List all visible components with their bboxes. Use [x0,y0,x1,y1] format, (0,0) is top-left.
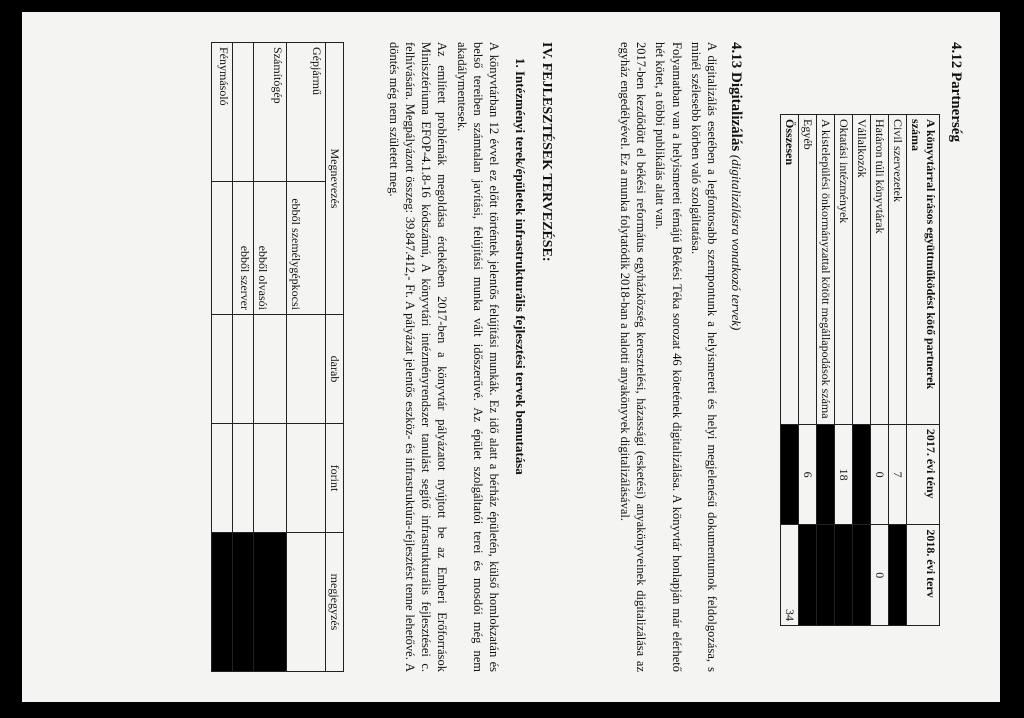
redacted-cell [835,525,853,626]
row-sub [212,182,233,315]
paragraph: Folyamatban van a helyismereti témájú Békési Téka sorozat 46 kötetének digitalizálása. A könyvtár honlapján már elérhető hét kötet, a többi publikálás alatt van. [653,42,684,672]
row-sub: ebből olvasói [254,182,287,315]
table-row [781,115,799,626]
row-label: Egyéb [799,115,817,425]
redacted-cell [233,533,254,672]
row-label: Számítógép [254,43,287,182]
row-label: Határon túli könyvtárak [871,115,889,425]
table-row [233,43,254,672]
redacted-cell [817,424,835,525]
row-label: Vállalkozók [853,115,871,425]
cell-qty [287,315,326,424]
col-note-header: megjegyzés [326,533,344,672]
redacted-cell [817,525,835,626]
redacted-cell [853,424,871,525]
redacted-cell [781,424,799,525]
col-2018-header: 2018. évi terv [907,525,940,626]
row-label: Oktatási intézmények [835,115,853,425]
cell-price [254,424,287,533]
row-sub: ebből személygépkocsi [287,182,326,315]
row-label: Civil szervezetek [889,115,907,425]
section-4-12-title: 4.12 Partnerség [948,42,964,142]
cell-price [233,424,254,533]
row-label: Gépjármű [287,43,326,182]
row-label [233,43,254,182]
paragraph: A könyvtárban 12 évvel ez előtt történtek jelentős felújítási munkák. Ez idő alatt a bérház épületén, külső homlokzatán és belső tereiben számtalan javítási, felújítási munka vált időszerűvé. Az épület szolgáltatói terei és mosdói még nem akadálymentesek. [454,42,501,672]
table-row [212,43,233,672]
cell-2017: 18 [835,424,853,525]
cell-price [287,424,326,533]
row-sub: ebből szerver [233,182,254,315]
section-iv-body [383,42,502,672]
redacted-cell [889,525,907,626]
cell-2018: 0 [871,525,889,626]
scanned-page [22,12,1000,702]
col-qty-header: darab [326,315,344,424]
section-4-13-title: 4.13 Digitalizálás [728,42,744,152]
cell-2018: 34 [781,525,799,626]
cell-qty [233,315,254,424]
cell-qty [254,315,287,424]
table-row [889,115,907,626]
cell-note [287,533,326,672]
col-price-header: forint [326,424,344,533]
cell-2017: 7 [889,424,907,525]
cell-qty [212,315,233,424]
section-iv-subtitle: 1. Intézményi terek/épületek infrastrukturális fejlesztési tervek bemutatása [513,58,528,475]
cell-price [212,424,233,533]
paragraph: A digitalizálás esetében a legfontosabb szempontunk a helyismereti és helyi megjelenésű dokumentumok feldolgozása, s minél szélesebb körben való szolgáltatása. [688,42,719,672]
table-row [287,43,326,672]
row-label: Összesen [781,115,799,425]
table-row [799,115,817,626]
table-row [835,115,853,626]
partners-header: A könyvtárral írásos együttműködést kötő partnerek száma [907,115,940,425]
redacted-cell [212,533,233,672]
section-4-13-body [614,42,720,672]
table-header-row [907,115,940,626]
table-row [817,115,835,626]
redacted-cell [254,533,287,672]
partnership-table [780,114,940,626]
redacted-cell [799,525,817,626]
table-row [871,115,889,626]
col-2017-header: 2017. évi tény [907,424,940,525]
cell-2017: 6 [799,424,817,525]
equipment-table [211,42,344,672]
cell-2017: 0 [871,424,889,525]
section-4-13-heading [727,42,744,330]
section-4-13-subtitle: (digitalizálásra vonatkozó tervek) [729,154,744,331]
table-row [853,115,871,626]
redacted-cell [853,525,871,626]
section-iv-title: IV. FEJLESZTÉSEK TERVEZÉSE: [539,42,554,262]
document-page [22,12,1000,702]
table-header-row [326,43,344,672]
col-name-header: Megnevezés [326,43,344,315]
paragraph: 2017-ben kezdődött el békési református egyházközség keresztelési, házassági (esketési) anyakönyveinek digitalizálása az egyház engedélyével. Ez a munka folytatódik 2018-ban a halotti anyakönyvek digitalizálásával. [617,42,649,672]
row-label: Fénymásoló [212,43,233,182]
paragraph: Az említett problémák megoldása érdekében 2017-ben a könyvtár pályázatot nyújtott be az Emberi Erőforrások Minisztériuma EFOP-4.1.8-16 kódszámú, A könyvtári intézményrendszer tanulást segítő infrastrukturális fejlesztései c. felhívására. Megpályázott összeg: 39.847.412,- Ft. A pályázat jelentős eszköz- és infrastruktúra-fejlesztést tenne lehetővé. A döntés még nem született meg. [386,42,450,672]
row-label: A kistelepülési önkormányzattal kötött megállapodások száma [817,115,835,425]
table-row [254,43,287,672]
